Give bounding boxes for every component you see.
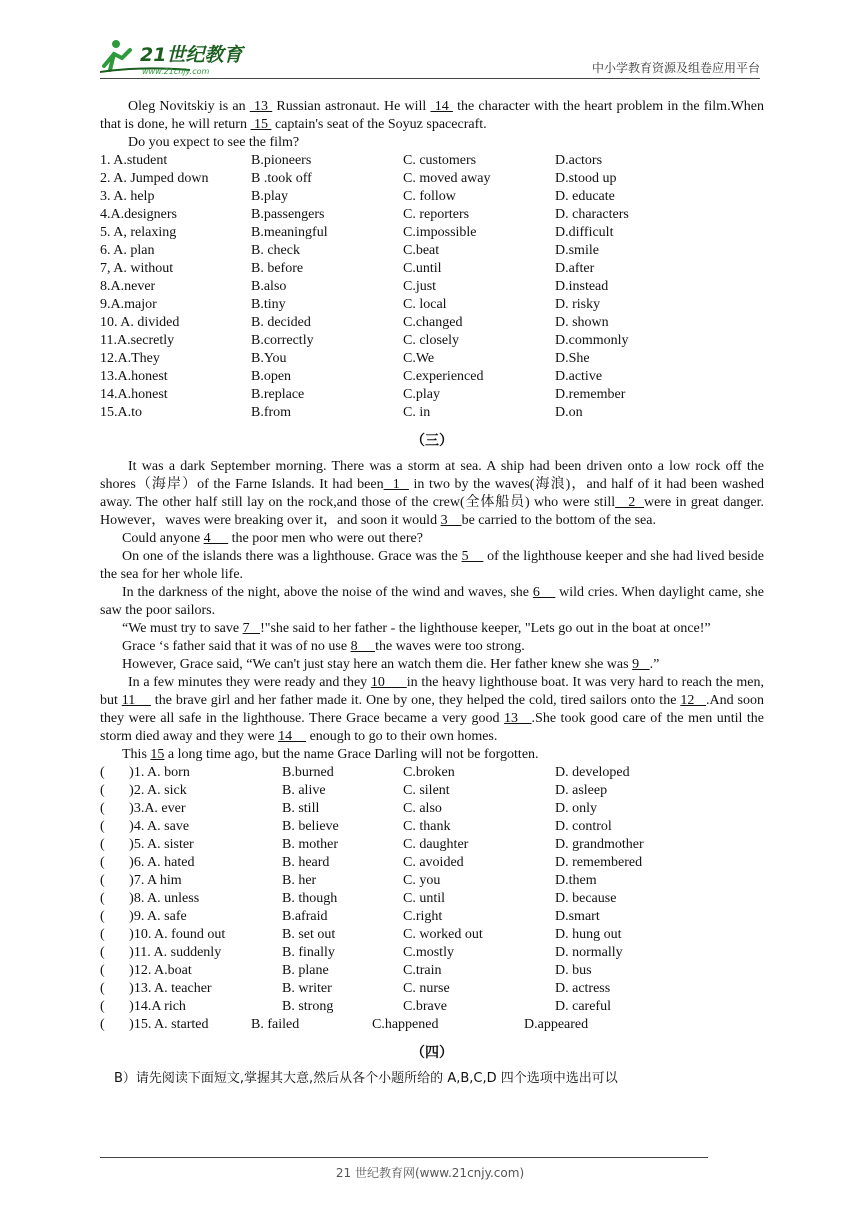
blank-13: 13 <box>504 711 532 726</box>
passage-paragraph: Grace ‘s father said that it was of no use 8 the waves were too strong. <box>122 639 525 654</box>
option-row: ( )14.A rich B. strong C.brave D. careful <box>100 999 611 1014</box>
page-footer: 21 世纪教育网(www.21cnjy.com) <box>335 1166 525 1180</box>
option-row: 1. A.student B.pioneers C. customers D.actors <box>100 153 603 168</box>
option-row: ( )10. A. found out B. set out C. worked out D. hung out <box>100 927 622 942</box>
logo-url: www.21cnjy.com <box>142 67 210 76</box>
logo <box>100 36 260 76</box>
passage-paragraph: This 15 a long time ago, but the name Grace Darling will not be forgotten. <box>122 747 539 762</box>
blank-11: 11 <box>121 693 151 708</box>
option-row: 5. A, relaxing B.meaningful C.impossible D.difficult <box>100 225 614 240</box>
blank-13: 13 <box>249 99 273 114</box>
blank-12: 12 <box>680 693 707 708</box>
option-row: 8.A.never B.also C.just D.instead <box>100 279 609 294</box>
option-row: 2. A. Jumped down B .took off C. moved away D.stood up <box>100 171 617 186</box>
document-body <box>100 98 764 1088</box>
option-row: ( )2. A. sick B. alive C. silent D. asleep <box>100 783 608 798</box>
blank-14: 14 <box>430 99 453 114</box>
option-row: 3. A. help B.play C. follow D. educate <box>100 189 615 204</box>
option-row: ( )5. A. sister B. mother C. daughter D. grandmother <box>100 837 644 852</box>
section-title-4: （四） <box>411 1046 453 1061</box>
option-row: ( )13. A. teacher B. writer C. nurse D. actress <box>100 981 611 996</box>
blank-9: 9 <box>632 657 650 672</box>
blank-8: 8 <box>350 639 376 654</box>
section-title-3: （三） <box>411 434 453 449</box>
option-row: ( )1. A. born B.burned C.broken D. developed <box>100 765 630 780</box>
option-row: ( )15. A. started B. failed C.happened D.appeared <box>100 1017 589 1032</box>
passage-paragraph: On one of the islands there was a lighthouse. Grace was the 5 of the lighthouse keeper and she had lived beside the sea for her whole life. <box>100 549 765 582</box>
passage-paragraph: It was a dark September morning. There was a storm at sea. A ship had been driven onto a low rock off the shores（海岸）of the Farne Islands. It had been 1 in two by the waves(海浪)，and half of it had been washed away. The other half still lay on the rock,and those of the crew(全体船员) who were still 2 were in great danger. However，waves were breaking over it，and soon it would 3 be carried to the bottom of the sea. <box>100 459 765 528</box>
option-row: 13.A.honest B.open C.experienced D.active <box>100 369 603 384</box>
blank-15: 15 <box>150 747 165 762</box>
footer-divider <box>100 1157 708 1158</box>
logo-text: 21世纪教育 <box>140 44 243 66</box>
option-row: ( )3.A. ever B. still C. also D. only <box>100 801 597 816</box>
page-header <box>100 34 760 79</box>
options-list-2 <box>100 152 764 422</box>
option-row: 11.A.secretly B.correctly C. closely D.commonly <box>100 333 629 348</box>
passage-paragraph: Could anyone 4 the poor men who were out there? <box>122 531 423 546</box>
option-row: 15.A.to B.from C. in D.on <box>100 405 583 420</box>
option-row: 4.A.designers B.passengers C. reporters D. characters <box>100 207 629 222</box>
option-row: 12.A.They B.You C.We D.She <box>100 351 590 366</box>
blank-10: 10 <box>370 675 407 690</box>
runner-logo-icon <box>100 36 260 76</box>
passage-paragraph: “We must try to save 7 !"she said to her father - the lighthouse keeper, "Lets go out in the boat at once!” <box>122 621 711 636</box>
blank-1: 1 <box>383 477 409 492</box>
passage-paragraph: In the darkness of the night, above the noise of the wind and waves, she 6 wild cries. When daylight came, she saw the poor sailors. <box>100 585 765 618</box>
blank-4: 4 <box>203 531 229 546</box>
blank-7: 7 <box>242 621 261 636</box>
blank-15: 15 <box>250 117 272 132</box>
passage-paragraph: In a few minutes they were ready and they 10 in the heavy lighthouse boat. It was very hard to reach the men, but 11 the brave girl and her father made it. One by one, they helped the cold, tired sailors onto the 12 .And soon they were all safe in the lighthouse. There Grace became a very good 13 .She took good care of the men until the storm died away and they were 14 enough to go to their own homes. <box>100 675 765 744</box>
option-row: 10. A. divided B. decided C.changed D. shown <box>100 315 609 330</box>
passage-paragraph: Oleg Novitskiy is an 13 Russian astronaut. He will 14 the character with the heart problem in the film.When that is done, he will return 15 captain's seat of the Soyuz spacecraft. <box>100 99 764 132</box>
platform-label: 中小学教育资源及组卷应用平台 <box>591 61 760 75</box>
section-instruction: B）请先阅读下面短文,掌握其大意,然后从各个小题所给的 A,B,C,D 四个选项中选出可以 <box>114 1071 618 1086</box>
options-list-3 <box>100 764 764 1034</box>
blank-6: 6 <box>532 585 556 600</box>
option-row: 7, A. without B. before C.until D.after <box>100 261 595 276</box>
passage-question: Do you expect to see the film? <box>128 135 300 150</box>
blank-3: 3 <box>440 513 462 528</box>
option-row: ( )11. A. suddenly B. finally C.mostly D. normally <box>100 945 623 960</box>
option-row: ( )12. A.boat B. plane C.train D. bus <box>100 963 592 978</box>
blank-14: 14 <box>278 729 307 744</box>
option-row: ( )6. A. hated B. heard C. avoided D. remembered <box>100 855 643 870</box>
option-row: ( )8. A. unless B. though C. until D. because <box>100 891 617 906</box>
option-row: ( )7. A him B. her C. you D.them <box>100 873 597 888</box>
option-row: 9.A.major B.tiny C. local D. risky <box>100 297 601 312</box>
blank-2: 2 <box>615 495 644 510</box>
option-row: ( )4. A. save B. believe C. thank D. control <box>100 819 612 834</box>
option-row: 6. A. plan B. check C.beat D.smile <box>100 243 599 258</box>
passage-paragraph: However, Grace said, “We can't just stay here an watch them die. Her father knew she was 9 .” <box>122 657 660 672</box>
option-row: 14.A.honest B.replace C.play D.remember <box>100 387 626 402</box>
blank-5: 5 <box>461 549 484 564</box>
option-row: ( )9. A. safe B.afraid C.right D.smart <box>100 909 600 924</box>
